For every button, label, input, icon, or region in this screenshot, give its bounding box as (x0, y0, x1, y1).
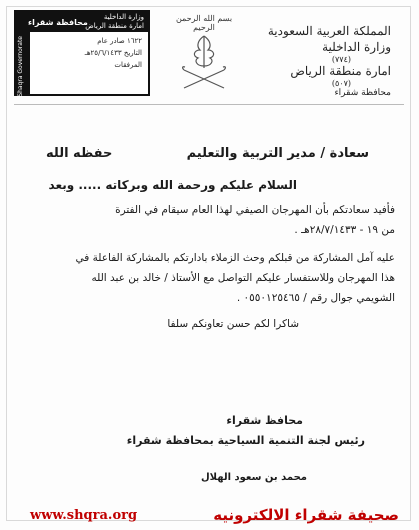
body-line-2: من ١٩ - ٢٨/٧/١٤٣٣هـ . (294, 224, 395, 236)
body-line-4: هذا المهرجان وللاستفسار عليكم التواصل مع الأستاذ / خالد بن عبد الله (91, 272, 395, 284)
signature-committee: رئيس لجنة التنمية السياحية بمحافظة شقراء (126, 434, 365, 447)
stamp-ministry-line2: امارة منطقة الرياض (85, 22, 144, 30)
thanks-line: شاكرا لكم حسن تعاونكم سلفا (167, 318, 299, 330)
stamp-attachments: المرفقات (114, 61, 142, 69)
stamp-side-bar (16, 32, 30, 97)
footer-url: www.shqra.org (30, 508, 138, 523)
header-office: محافظة شقراء (334, 88, 391, 98)
header-emirate: امارة منطقة الرياض (290, 64, 391, 78)
header-divider (14, 104, 404, 105)
header-kingdom: المملكة العربية السعودية (267, 24, 391, 38)
signature-title: محافظ شقراء (226, 414, 303, 427)
header-ministry: وزارة الداخلية (322, 40, 391, 54)
basmala: بسم الله الرحمن الرحيم (175, 14, 233, 32)
header-code: (٧٧٤) (331, 55, 351, 64)
greeting: السلام عليكم ورحمة الله وبركاته ..... وبعد (48, 178, 297, 192)
body-line-3: عليه آمل المشاركة من قبلكم وحث الزملاء بادارتكم بالمشاركة الفاعلة في (75, 252, 395, 264)
stamp-date: التاريخ ٢٥/٦/١٤٣٣هـ (84, 49, 142, 57)
body-line-5: الشويمي جوال رقم / ٠٥٥٠١٢٥٤٦٥ . (236, 292, 395, 304)
signature-name: محمد بن سعود الهلال (200, 472, 307, 483)
body-line-1: فأفيد سعادتكم بأن المهرجان الصيفي لهذا العام سيقام في الفترة (115, 204, 395, 216)
stamp-office: محافظة شقراء (28, 18, 88, 27)
header-code2: (٥٠٧) (331, 79, 351, 88)
addressee: سعادة / مدير التربية والتعليم (186, 146, 369, 161)
saudi-emblem-icon (168, 12, 240, 92)
stamp-header (16, 12, 148, 32)
registry-stamp (14, 10, 150, 96)
stamp-side-text: Shaqra Governorate (17, 36, 24, 97)
footer-site-name: صحيفة شقراء الالكترونيه (213, 506, 399, 524)
stamp-ministry-line1: وزارة الداخلية (103, 13, 144, 21)
stamp-number: ١٦٢٢ صادر عام (97, 37, 142, 45)
honorific: حفظه الله (46, 146, 113, 161)
